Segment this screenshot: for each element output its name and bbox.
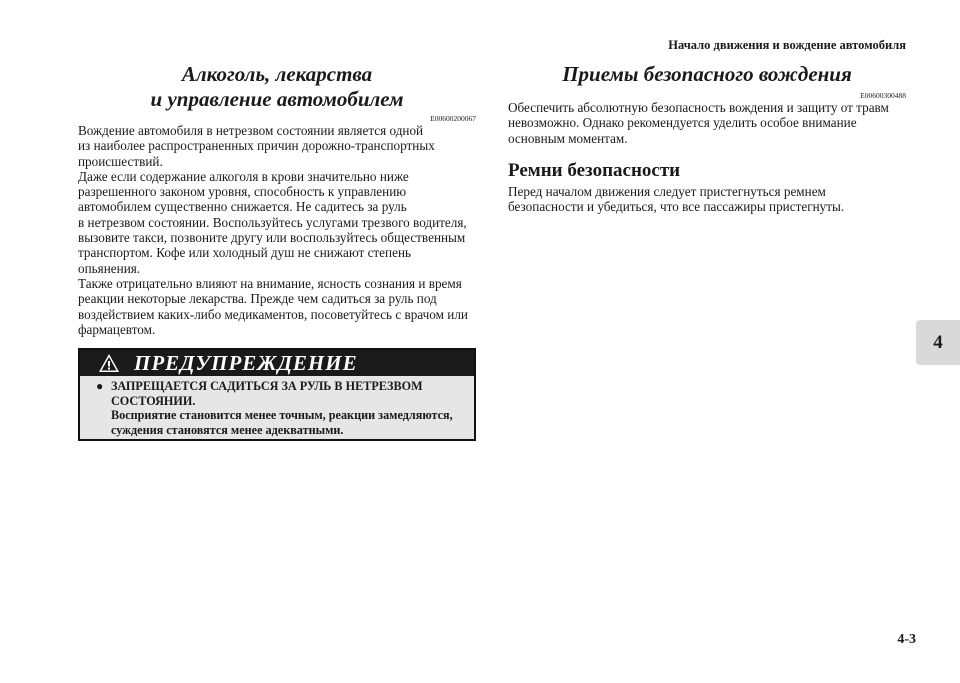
text-line: автомобилем существенно снижается. Не садитесь за руль [78,199,407,215]
text-line: основным моментам. [508,130,628,146]
subheading-seat-belts: Ремни безопасности [508,159,681,181]
section-title-alcohol [78,62,476,112]
text-line: воздействием каких-либо медикаментов, посоветуйтесь с врачом или [78,306,468,322]
text-line: невозможно. Однако рекомендуется уделить особое внимание [508,115,857,131]
running-header: Начало движения и вождение автомобиля [668,38,906,52]
section-safe-driving [508,62,906,214]
text-line: Вождение автомобиля в нетрезвом состоянии является одной [78,123,424,138]
warning-triangle-icon [98,353,120,373]
text-line: в нетрезвом состоянии. Воспользуйтесь услугами трезвого водителя, [78,214,467,230]
section-code: E00600200067 [430,114,476,123]
subsection-body [508,184,906,215]
text-line: Перед началом движения следует пристегнуться ремнем [508,183,826,199]
warning-line: суждения становятся менее адекватными. [111,422,344,437]
section-body [78,123,476,337]
text-line: опьянения. [78,260,141,276]
text-line: из наиболее распространенных причин дорожно-транспортных [78,138,435,154]
warning-line: ЗАПРЕЩАЕТСЯ САДИТЬСЯ ЗА РУЛЬ В НЕТРЕЗВОМ [111,379,423,393]
text-line: разрешенного законом уровня, способность к управлению [78,184,407,200]
text-line: транспортом. Кофе или холодный душ не снижают степень [78,245,412,261]
title-line-2: и управление автомобилем [150,87,404,111]
text-line: фармацевтом. [78,321,156,337]
text-line: Даже если содержание алкоголя в крови значительно ниже [78,168,409,184]
warning-item [96,379,464,394]
text-line: вызовите такси, позвоните другу или воспользуйтесь общественным [78,230,466,246]
section-title-safe-driving: Приемы безопасного вождения [562,62,852,86]
text-line: происшествий. [78,153,163,169]
warning-banner [80,350,474,376]
text-line: безопасности и убедиться, что все пассажиры пристегнуты. [508,199,845,215]
section-body [508,100,906,146]
chapter-tab-label: 4 [933,331,943,353]
bullet-icon: ● [96,379,104,393]
text-line: Обеспечить абсолютную безопасность вождения и защиту от травм [508,100,889,115]
section-alcohol [78,62,476,337]
title-line-1: Алкоголь, лекарства [181,62,373,86]
warning-line: Восприятие становится менее точным, реакции замедляются, [111,408,453,422]
warning-body [80,376,474,439]
warning-title: ПРЕДУПРЕЖДЕНИЕ [134,350,358,375]
warning-box [78,348,476,441]
text-line: реакции некоторые лекарства. Прежде чем садиться за руль под [78,291,437,307]
page-number: 4-3 [897,632,916,647]
chapter-tab[interactable] [916,320,960,365]
text-line: Также отрицательно влияют на внимание, ясность сознания и время [78,275,462,291]
warning-line: СОСТОЯНИИ. [111,393,196,408]
section-code: E00600300488 [860,91,906,100]
